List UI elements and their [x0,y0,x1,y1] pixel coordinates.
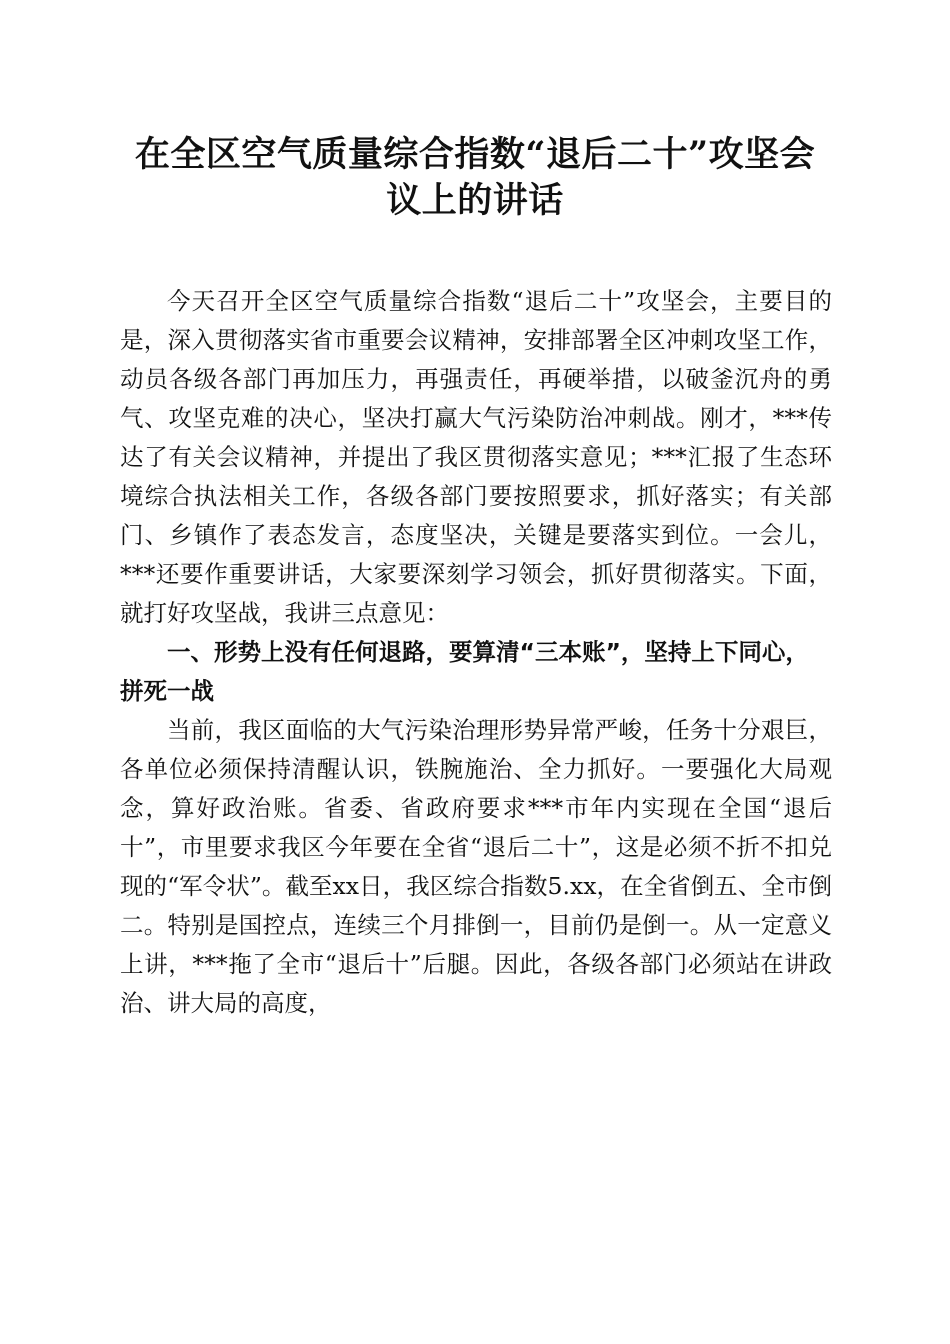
document-title [110,132,840,224]
document-title-line-2: 议上的讲话 [386,180,564,221]
section-heading-1: 一、形势上没有任何退路，要算清“三本账”，坚持上下同心，拼死一战 [120,638,809,705]
document-title-line-1: 在全区空气质量综合指数“退后二十”攻坚会 [134,134,816,175]
paragraph-situation: 当前，我区面临的大气污染治理形势异常严峻，任务十分艰巨，各单位必须保持清醒认识，铁腕施治、全力抓好。一要强化大局观念，算好政治账。省委、省政府要求***市年内实现在全国“退后十”，市里要求我区今年要在全省“退后二十”，这是必须不折不扣兑现的“军令状”。截至xx日，我区综合指数5.xx，在全省倒五、全市倒二。特别是国控点，连续三个月排倒一，目前仍是倒一。从一定意义上讲，***拖了全市“退后十”后腿。因此，各级各部门必须站在讲政治、讲大局的高度， [120,716,832,1017]
paragraph-intro: 今天召开全区空气质量综合指数“退后二十”攻坚会，主要目的是，深入贯彻落实省市重要会议精神，安排部署全区冲刺攻坚工作，动员各级各部门再加压力，再强责任，再硬举措，以破釜沉舟的勇气、攻坚克难的决心，坚决打赢大气污染防治冲刺战。刚才，***传达了有关会议精神，并提出了我区贯彻落实意见；***汇报了生态环境综合执法相关工作，各级各部门要按照要求，抓好落实；有关部门、乡镇作了表态发言，态度坚决，关键是要落实到位。一会儿，***还要作重要讲话，大家要深刻学习领会，抓好贯彻落实。下面，就打好攻坚战，我讲三点意见： [120,287,832,627]
document-body [120,282,832,1023]
